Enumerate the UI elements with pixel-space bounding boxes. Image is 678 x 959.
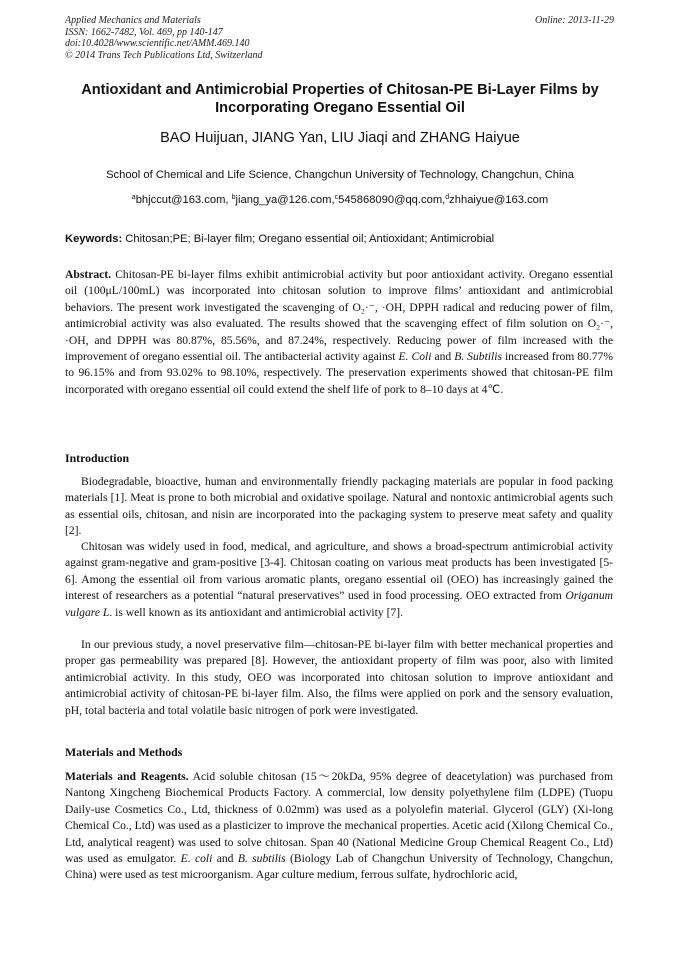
journal-header [65,15,263,61]
materials-species-bsubtilis: B. subtilis [237,852,286,866]
email-a: bhjccut@163.com, [135,194,232,206]
keywords [65,233,494,245]
email-d: zhhaiyue@163.com [449,194,549,206]
affiliation: School of Chemical and Life Science, Changchun University of Technology, Changchun, China [106,169,574,181]
abstract-species-bsubtilis: B. Subtilis [454,350,502,364]
email-marker-c: c [334,194,339,201]
email-list [40,194,640,206]
email-marker-a: a [131,194,136,201]
email-marker-b: b [231,194,236,201]
materials-text-2: and [212,852,238,866]
online-date: Online: 2013-11-29 [535,15,614,26]
introduction-p2-text-1: Chitosan was widely used in food, medical, and agriculture, and shows a broad-spectrum antimicrobial activity against gram-negative and gram-positive [3-4]. Chitosan coating on various meat products has been investigated [5-6]. Among the essential oil from various aromatic plants, oregano essential oil (OEO) has increasingly gained the interest of researchers as a potential “natural preservatives” used in food processing. OEO extracted from [65,540,613,603]
introduction-p2-text-2: . is well known as its antioxidant and antimicrobial activity [7]. [109,605,403,619]
issn-line: ISSN: 1662-7482, Vol. 469, pp 140-147 [65,26,223,38]
materials-text-3: (Biology Lab of Changchun University of Technology, Changchun, China) were used as test microorganism. Agar culture medium, ferrous sulfate, hydrochloric acid, [65,852,614,882]
paper-title: Antioxidant and Antimicrobial Properties of Chitosan-PE Bi-Layer Films by Incorporating Oregano Essential Oil [81,82,599,116]
copyright-line: © 2014 Trans Tech Publications Ltd, Switzerland [65,49,263,61]
journal-name: Applied Mechanics and Materials [65,15,201,26]
introduction-species-name: Origanum vulgare L [65,589,613,619]
keywords-label: Keywords: [65,233,123,245]
introduction-paragraph-2 [65,539,613,621]
email-c: 545868090@qq.com, [338,194,446,206]
introduction-paragraph-3: In our previous study, a novel preservative film—chitosan-PE bi-layer film with better mechanical properties and proper gas permeability was prepared [8]. However, the antioxidant property of film was poor, also with limited antimicrobial activity. In this study, OEO was incorporated into chitosan solution to improve antioxidant and antimicrobial activity of chitosan-PE bi-layer film. Also, the films were applied on pork and the sensory evaluation, pH, total bacteria and total volatile basic nitrogen of pork were investigated. [65,638,613,717]
materials-text-1: Acid soluble chitosan (15～20kDa, 95% degree of deacetylation) was purchased from Nantong Xingcheng Biochemical Products Factory. A commercial, low density polyethylene film (LDPE) (Tuopu Daily-use Cosmetics Co., Ltd, thickness of 0.02mm) was used as a polyolefin material. Glycerol (GLY) (Xi-long Chemical Co., Ltd) was used as a plasticizer to improve the mechanical properties. Acetic acid (Xilong Chemical Co., Ltd, analytical reagent) was used to solve chitosan. Span 40 (National Medicine Group Chemical Reagent Co., Ltd) was used as emulgator. [65,770,613,866]
introduction-paragraph-1: Biodegradable, bioactive, human and environmentally friendly packaging materials are popular in food packing materials [1]. Meat is prone to both microbial and oxidative spoilage. Natural and nontoxic antimicrobial agents such as essential oils, chitosan, and nisin are incorporated into the packaging system to preserve meat safety and quality [2]. [65,475,613,538]
doi-line: doi:10.4028/www.scientific.net/AMM.469.140 [65,38,250,49]
abstract-text-3: increased from 80.77% to 96.15% and from 93.02% to 98.10%, respectively. The preservation experiments showed that chitosan-PE film incorporated with oregano essential oil could extend the shelf life of pork to 8–10 days at 4℃. [65,350,613,396]
materials-species-ecoli: E. coli [180,852,213,866]
abstract-text-2: and [431,350,455,364]
keywords-text: Chitosan;PE; Bi-layer film; Oregano essential oil; Antioxidant; Antimicrobial [122,233,495,245]
abstract-species-ecoli: E. Coli [398,350,432,364]
author-list: BAO Huijuan, JIANG Yan, LIU Jiaqi and ZHANG Haiyue [160,130,520,146]
materials-paragraph [65,769,613,884]
materials-label: Materials and Reagents. [65,770,189,783]
email-marker-d: d [445,194,450,201]
abstract-label: Abstract. [65,268,112,281]
methods-heading: Materials and Methods [65,745,183,759]
email-b: jiang_ya@126.com, [235,194,335,206]
introduction-heading: Introduction [65,451,130,465]
abstract [65,267,613,398]
abstract-text-1: Chitosan-PE bi-layer films exhibit antimicrobial activity but poor antioxidant activity. Oregano essential oil (100μL/100mL) was incorporated into chitosan solution to improve films’ antioxidant and antimicrobial behaviors. The present work investigated the scavenging of O₂·⁻, ·OH, DPPH radical and reducing power of film, antimicrobial activity was also evaluated. The results showed that the scavenging effect of film solution on O₂·⁻, ·OH, and DPPH was 80.87%, 85.56%, and 87.24%, respectively. Reducing power of film increased with the improvement of oregano essential oil. The antibacterial activity against [65,268,613,364]
